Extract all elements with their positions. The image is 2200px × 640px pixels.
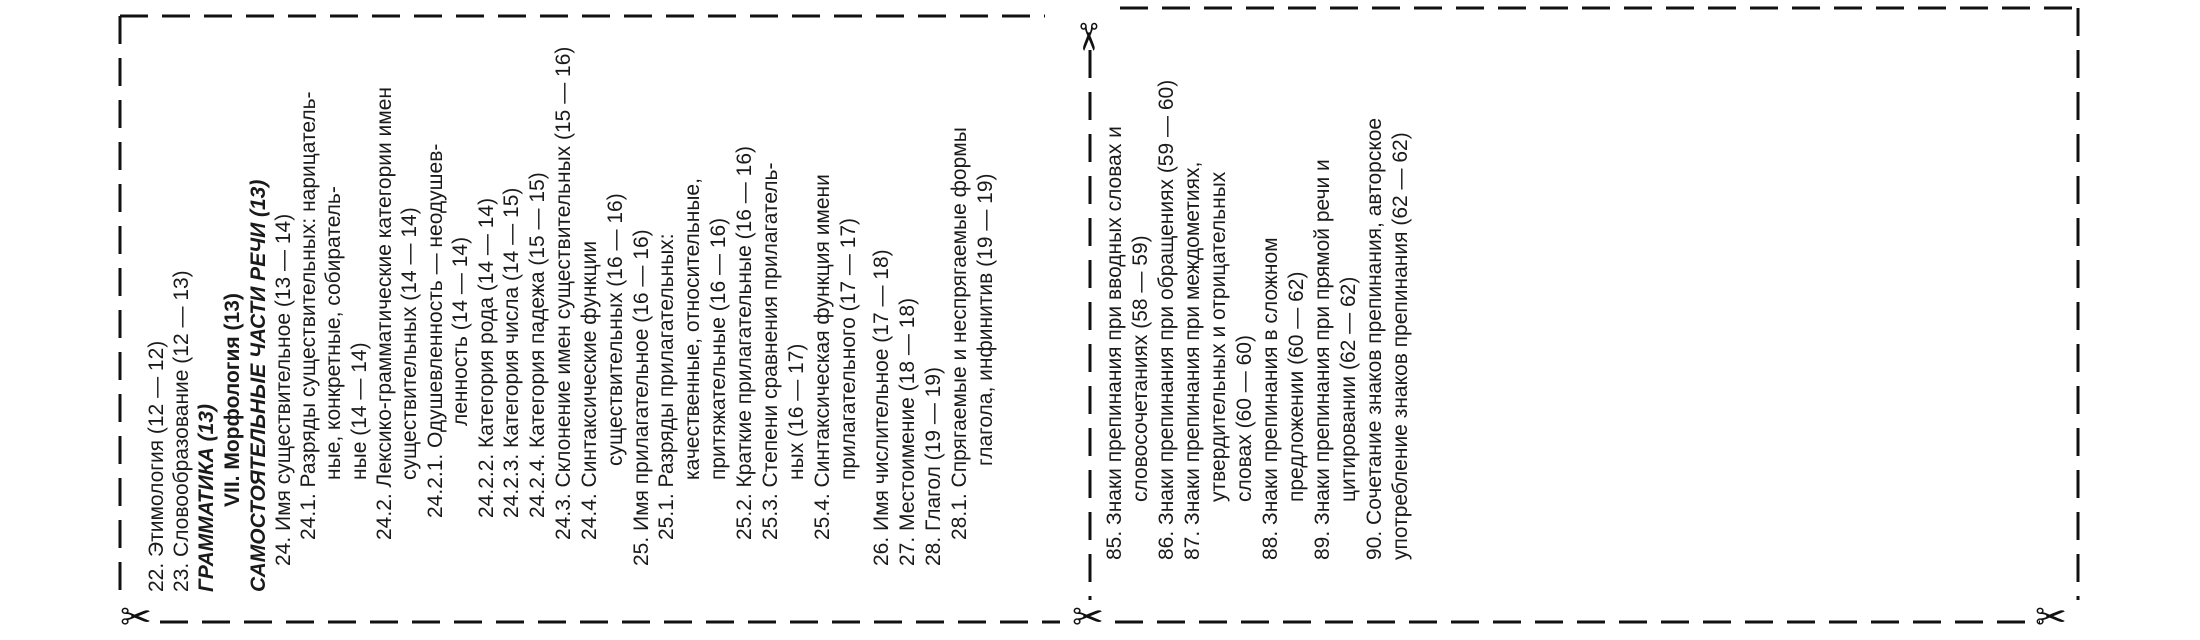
toc-line: 86. Знаки препинания при обращениях (59 — 60) [1155,79,1178,560]
toc-line: 28.1. Спрягаемые и неспрягаемые формы [948,127,971,540]
scissors-icon: ✂ [2035,595,2067,639]
toc-line: 27. Местоимение (18 — 18) [896,297,919,566]
toc-line: 90. Сочетание знаков препинания, авторское [1363,117,1386,560]
toc-line: 24.1. Разряды существительных: нарицатель- [297,91,320,540]
toc-line: прилагательного (17 — 17) [837,217,860,480]
scissors-icon: ✂ [1072,595,1104,639]
toc-line: 24.3. Склонение имен существительных (15 — 16) [552,46,575,540]
toc-line: существительных (16 — 16) [604,193,627,466]
toc-line: 25.1. Разряды прилагательных: [655,233,678,540]
toc-line: 24.2. Лексико-грамматические категории имен [373,87,396,540]
scissors-icon: ✂ [1065,21,1110,53]
toc-line: 87. Знаки препинания при междометиях, [1181,161,1204,560]
toc-line: 24.2.2. Категория рода (14 — 14) [475,197,498,518]
toc-line: существительных (14 — 14) [398,207,421,480]
toc-line: утвердительных и отрицательных [1207,171,1230,502]
toc-line: 24.2.3. Категория числа (14 — 15) [500,187,523,518]
toc-line: притяжательные (16 — 16) [707,217,730,480]
toc-line: ные, конкретные, собиратель- [322,186,345,480]
toc-line: употребление знаков препинания (62 — 62) [1389,132,1412,560]
scissors-icon: ✂ [120,595,152,639]
section-heading: САМОСТОЯТЕЛЬНЫЕ ЧАСТИ РЕЧИ (13) [247,179,270,592]
toc-line: 23. Словообразование (12 — 13) [170,270,193,592]
toc-line: 24.4. Синтаксические функции [578,240,601,540]
toc-line: 24.2.4. Категория падежа (15 — 15) [526,172,549,518]
toc-line: словах (60 — 60) [1233,335,1256,502]
toc-line: 25.2. Краткие прилагательные (16 — 16) [733,146,756,540]
toc-line: глагола, инфинитив (19 — 19) [974,173,997,466]
toc-line: 85. Знаки препинания при вводных словах и [1103,126,1126,560]
section-heading: ГРАММАТИКА (13) [195,404,218,592]
toc-line: 88. Знаки препинания в сложном [1259,237,1282,560]
toc-line: цитировании (62 — 62) [1337,276,1360,502]
toc-line: 24. Имя существительное (13 — 14) [272,213,295,566]
toc-line: 28. Глагол (19 — 19) [922,366,945,566]
toc-line: предложении (60 — 62) [1285,271,1308,502]
toc-line: словосочетаниях (58 — 59) [1129,235,1152,502]
toc-line: ные (14 — 14) [348,342,371,480]
toc-line: 25.3. Степени сравнения прилагатель- [759,162,782,540]
toc-line: 24.2.1. Одушевленность — неодушев- [424,143,447,518]
toc-line: ных (16 — 17) [785,343,808,480]
section-heading: VII. Морфология (13) [221,293,244,507]
toc-line: 22. Этимология (12 — 12) [145,340,168,592]
toc-line: 25.4. Синтаксическая функция имени [811,174,834,540]
toc-line: 26. Имя числительное (17 — 18) [870,249,893,566]
toc-line: 25. Имя прилагательное (16 — 16) [630,229,653,566]
toc-line: 89. Знаки препинания при прямой речи и [1311,159,1334,560]
toc-line: ленность (14 — 14) [449,236,472,426]
toc-line: качественные, относительные, [681,178,704,480]
